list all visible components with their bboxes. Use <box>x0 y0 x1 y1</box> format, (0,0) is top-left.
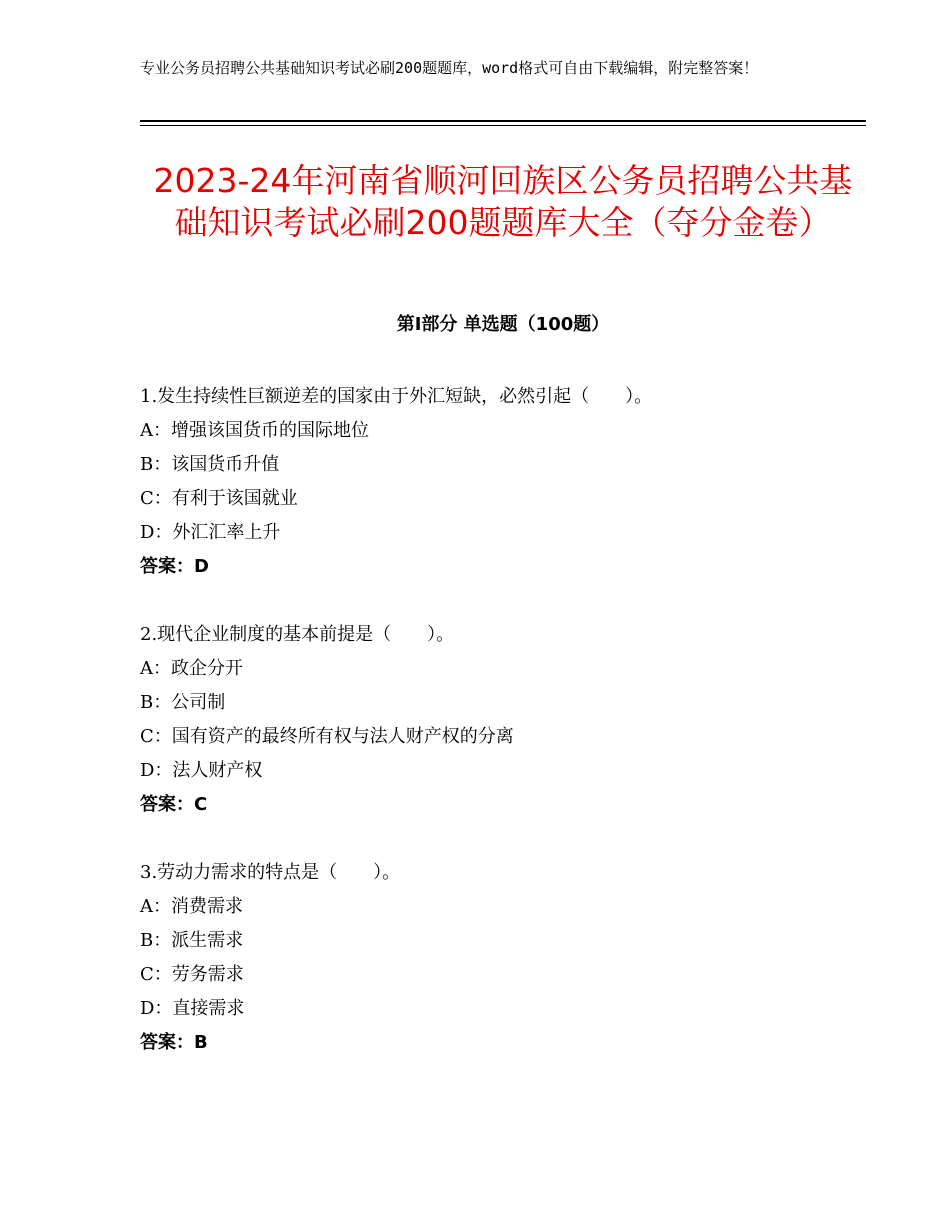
option-d: D：外汇汇率上升 <box>140 522 281 543</box>
answer-line: 答案：D <box>140 556 209 577</box>
answer-line: 答案：C <box>140 794 208 815</box>
option-c: C：国有资产的最终所有权与法人财产权的分离 <box>140 726 514 747</box>
question-3 <box>140 856 866 1060</box>
option-b: B：派生需求 <box>140 930 244 951</box>
option-a: A：政企分开 <box>140 658 243 679</box>
option-a: A：消费需求 <box>140 896 243 917</box>
question-1 <box>140 380 866 584</box>
document-title: 2023-24年河南省顺河回族区公务员招聘公共基础知识考试必刷200题题库大全（夺分金卷） <box>153 161 853 242</box>
option-c: C：劳务需求 <box>140 964 244 985</box>
header-note: 专业公务员招聘公共基础知识考试必刷200题题库，word格式可自由下载编辑，附完整答案！ <box>140 59 759 77</box>
question-2 <box>140 618 866 822</box>
question-list <box>140 380 866 1094</box>
answer-line: 答案：B <box>140 1032 208 1053</box>
option-d: D：法人财产权 <box>140 760 263 781</box>
question-stem: 2.现代企业制度的基本前提是（ ）。 <box>140 624 455 645</box>
option-b: B：该国货币升值 <box>140 454 280 475</box>
header-divider-thick <box>140 120 866 122</box>
option-a: A：增强该国货币的国际地位 <box>140 420 369 441</box>
header-divider-thin <box>140 125 866 126</box>
option-d: D：直接需求 <box>140 998 245 1019</box>
question-stem: 1.发生持续性巨额逆差的国家由于外汇短缺，必然引起（ ）。 <box>140 386 653 407</box>
section-heading: 第Ⅰ部分 单选题（100题） <box>396 314 610 335</box>
option-b: B：公司制 <box>140 692 226 713</box>
option-c: C：有利于该国就业 <box>140 488 298 509</box>
question-stem: 3.劳动力需求的特点是（ ）。 <box>140 862 401 883</box>
